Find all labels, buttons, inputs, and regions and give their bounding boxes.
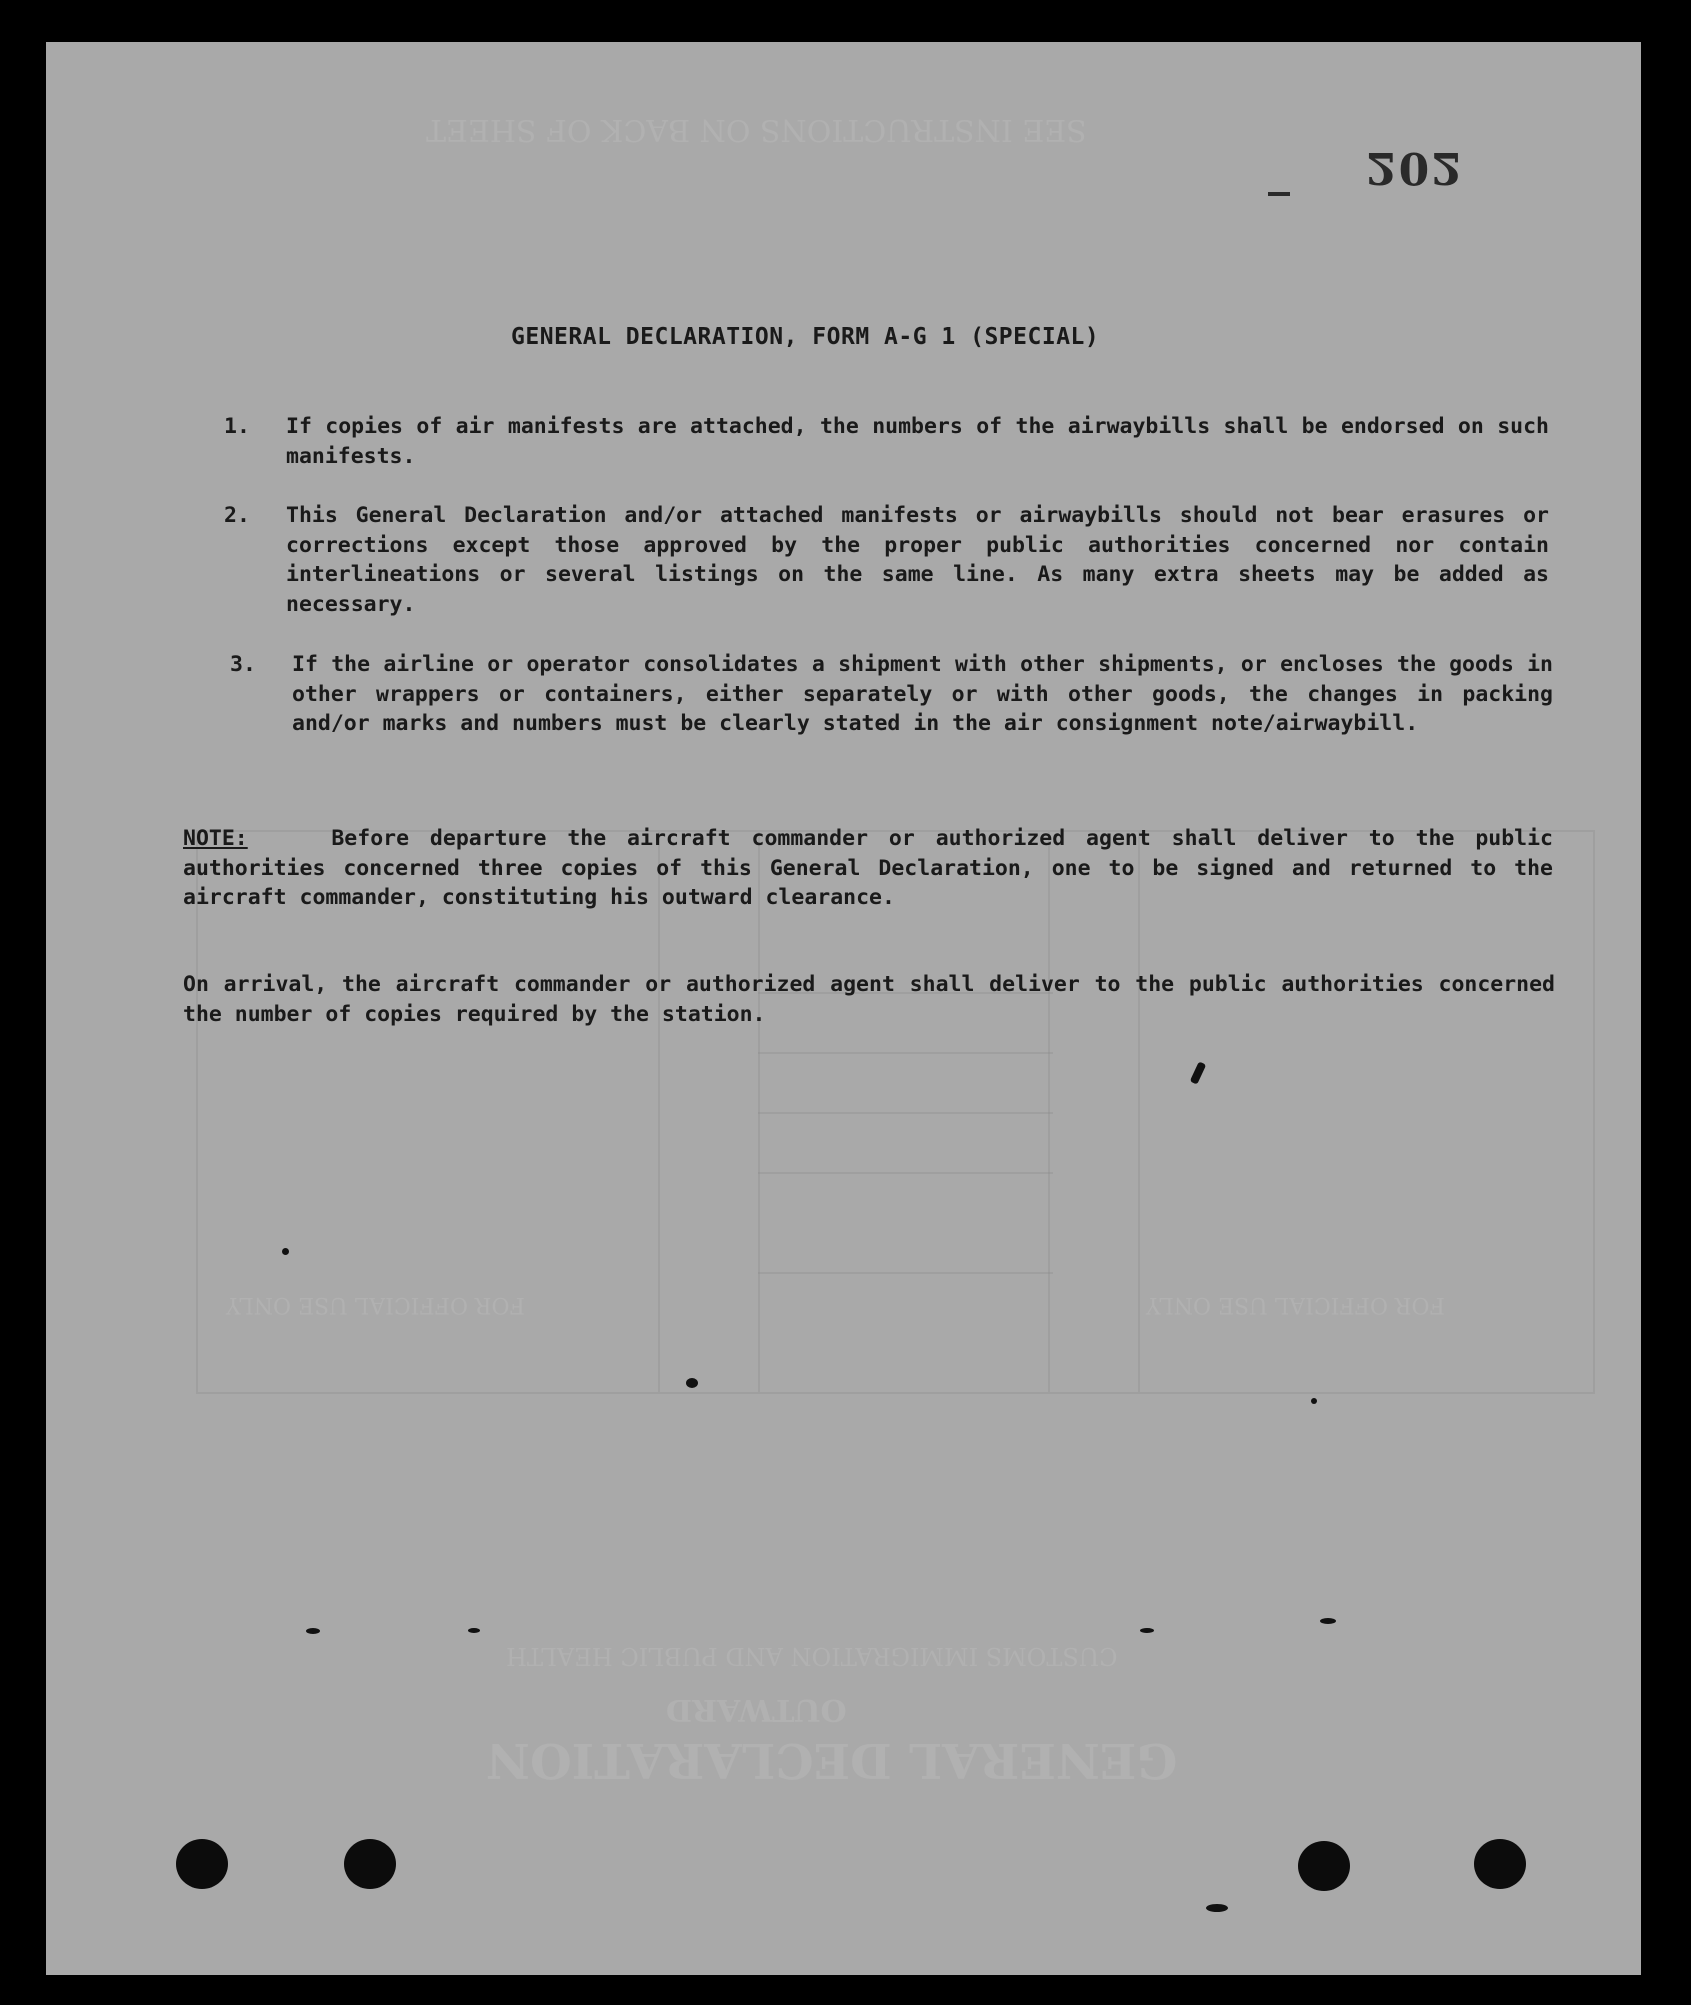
- show-through-text: GENERAL DECLARATION: [486, 1732, 1178, 1788]
- ink-speck: [1206, 1904, 1228, 1912]
- show-through-text: FOR OFFICIAL USE ONLY: [226, 1292, 525, 1317]
- page-number-dash: [1268, 192, 1290, 196]
- list-item-number: 3.: [230, 652, 256, 677]
- ink-speck: [1140, 1628, 1154, 1633]
- note-label: NOTE:: [183, 826, 248, 851]
- document-title: GENERAL DECLARATION, FORM A-G 1 (SPECIAL): [511, 324, 1100, 350]
- list-item-text: If the airline or operator consolidates a shipment with other shipments, or encloses the goods in other wrappers or containers, either separately or with other goods, the changes in packing and/or marks and numbers must be clearly stated in the air consignment note/airwaybill.: [292, 652, 1553, 736]
- ink-speck: [282, 1248, 289, 1255]
- show-through-text: CUSTOMS IMMIGRATION AND PUBLIC HEALTH: [506, 1642, 1118, 1670]
- note-paragraph: [183, 824, 1553, 913]
- document-page: [46, 42, 1641, 1975]
- note-text: Before departure the aircraft commander or authorized agent shall deliver to the public authorities concerned three copies of this General Declaration, one to be signed and returned to the aircraft commander, constituting his outward clearance.: [183, 826, 1554, 910]
- punch-hole: [176, 1839, 228, 1889]
- ink-speck: [1311, 1398, 1317, 1404]
- show-through-table: [196, 830, 1595, 1394]
- show-through-text: SEE INSTRUCTIONS ON BACK OF SHEET: [426, 112, 1087, 147]
- list-item-text: If copies of air manifests are attached, the numbers of the airwaybills shall be endorsed on such manifests.: [286, 414, 1549, 469]
- list-item-number: 1.: [224, 414, 250, 439]
- show-through-text: FOR OFFICIAL USE ONLY: [1146, 1292, 1445, 1317]
- ink-speck: [1320, 1618, 1336, 1624]
- arrival-paragraph: On arrival, the aircraft commander or authorized agent shall deliver to the public authorities concerned the number of copies required by the station.: [183, 972, 1555, 1027]
- list-item-number: 2.: [224, 503, 250, 528]
- ink-speck: [306, 1628, 320, 1634]
- punch-hole: [1298, 1841, 1350, 1891]
- ink-speck: [468, 1628, 480, 1633]
- ink-speck: [686, 1378, 698, 1388]
- show-through-text: OUTWARD: [666, 1692, 847, 1727]
- punch-hole: [344, 1839, 396, 1889]
- list-item-text: This General Declaration and/or attached manifests or airwaybills should not bear erasures or corrections except those approved by the proper public authorities concerned nor contain interlineations or several listings on the same line. As many extra sheets may be added as necessary.: [286, 503, 1549, 617]
- page-number: 202: [1366, 142, 1464, 193]
- punch-hole: [1474, 1839, 1526, 1889]
